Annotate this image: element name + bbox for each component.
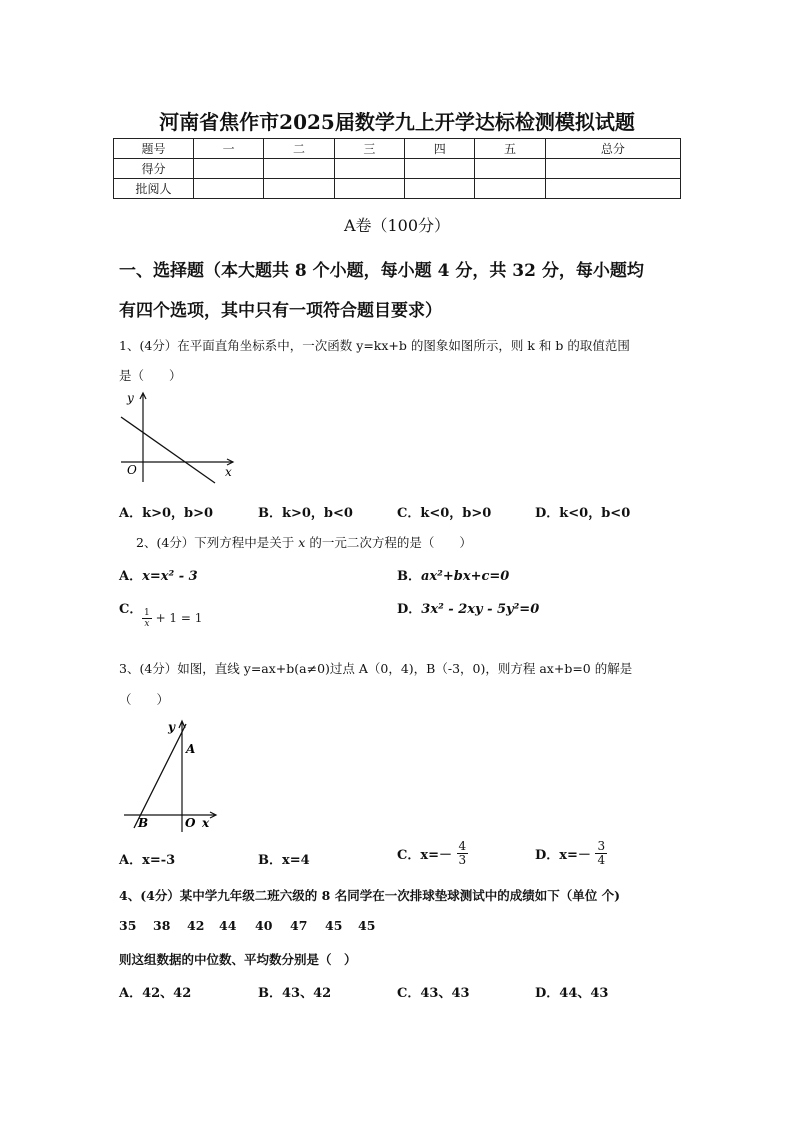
score-cell[interactable]: [194, 159, 264, 179]
q2-option-b-label: B．: [397, 569, 421, 584]
q3-option-d-denominator: 4: [597, 853, 606, 867]
q4-stem-line1: 4、(4分）某中学九年级二班六级的 8 名同学在一次排球垫球测试中的成绩如下（单位 个): [119, 888, 620, 903]
q1-option-c[interactable]: C．k<0，b>0: [397, 506, 492, 521]
q3-option-c-numerator: 4: [458, 839, 467, 853]
q4-score: 38: [153, 918, 171, 933]
q2-option-c-fraction: [142, 608, 152, 629]
q2-stem: [136, 533, 472, 551]
score-header-cell: 四: [405, 139, 475, 159]
score-cell[interactable]: [264, 179, 334, 199]
q3-option-a[interactable]: A．x=-3: [119, 853, 176, 868]
score-cell[interactable]: [475, 179, 545, 199]
q4-score: 35: [119, 918, 137, 933]
page-title: 河南省焦作市2025届数学九上开学达标检测模拟试题: [159, 110, 635, 134]
q3-function-line: [134, 724, 186, 828]
score-cell[interactable]: [545, 159, 680, 179]
q3-option-c[interactable]: [397, 840, 468, 867]
q2-stem-pre: 2、(4分）下列方程中是关于: [136, 535, 295, 550]
q4-option-c[interactable]: C．43、43: [397, 986, 470, 1001]
q2-option-d[interactable]: [397, 598, 539, 617]
score-row-label: 得分: [114, 159, 194, 179]
q3-stem-line1: 3、(4分）如图，直线 y=ax+b(a≠0)过点 A（0，4)，B（-3，0)，则方程 ax+b=0 的解是: [119, 661, 633, 676]
score-row: [114, 179, 681, 199]
q3-point-b-label: B: [138, 816, 149, 830]
q3-option-d[interactable]: [535, 840, 607, 867]
score-table-header: [114, 139, 681, 159]
score-cell[interactable]: [545, 179, 680, 199]
section-heading-line1: 一、选择题（本大题共 8 个小题，每小题 4 分，共 32 分，每小题均: [119, 261, 644, 281]
score-header-cell: 总分: [545, 139, 680, 159]
score-header-cell: 题号: [114, 139, 194, 159]
q3-y-label: y: [168, 720, 175, 734]
q2-stem-post: 的一元二次方程的是（ ）: [309, 535, 472, 550]
q4-score: 40: [255, 918, 273, 933]
q4-option-b[interactable]: B．43、42: [258, 986, 332, 1001]
score-row: [114, 159, 681, 179]
q3-option-c-fraction: [457, 840, 469, 867]
score-cell[interactable]: [334, 159, 404, 179]
q3-point-a-label: A: [186, 742, 196, 756]
score-header-cell: 五: [475, 139, 545, 159]
q2-option-a[interactable]: [119, 565, 198, 584]
q2-option-c-rest: + 1 = 1: [155, 611, 203, 625]
q1-origin-label: O: [127, 463, 137, 477]
q1-y-label: y: [127, 391, 134, 405]
score-cell[interactable]: [405, 179, 475, 199]
score-header-cell: 一: [194, 139, 264, 159]
q3-option-d-numerator: 3: [597, 839, 606, 853]
q4-option-d[interactable]: D．44、43: [535, 986, 609, 1001]
q1-option-d[interactable]: D．k<0，b<0: [535, 506, 631, 521]
q3-origin-label: O: [185, 816, 196, 830]
q4-score: 44: [219, 918, 237, 933]
q3-option-c-label: C．x=－: [397, 848, 452, 863]
q2-option-d-label: D．: [397, 602, 422, 617]
q4-scores: [119, 918, 375, 933]
q3-option-d-label: D．x=－: [535, 848, 591, 863]
q1-stem-line2: 是（ ）: [119, 368, 182, 383]
paper-label: A卷（100分）: [343, 216, 451, 235]
score-cell[interactable]: [264, 159, 334, 179]
score-cell[interactable]: [194, 179, 264, 199]
q4-score: 45: [358, 918, 376, 933]
q2-option-d-expr: 3x² - 2xy - 5y²=0: [421, 602, 540, 617]
score-header-cell: 二: [264, 139, 334, 159]
section-heading-line2: 有四个选项，其中只有一项符合题目要求）: [119, 301, 442, 321]
q2-option-c-denominator: x: [144, 619, 150, 629]
q3-stem-line2: （ ）: [119, 692, 170, 707]
q1-option-a[interactable]: A．k>0，b>0: [119, 506, 214, 521]
q3-option-b[interactable]: B．x=4: [258, 853, 310, 868]
q4-score: 47: [290, 918, 308, 933]
score-table: [113, 138, 681, 199]
q3-graph: [120, 716, 220, 836]
score-cell[interactable]: [405, 159, 475, 179]
q1-stem-line1: 1、(4分）在平面直角坐标系中，一次函数 y=kx+b 的图象如图所示，则 k 和 b 的取值范围: [119, 338, 630, 353]
q2-option-a-label: A．: [119, 569, 143, 584]
q3-option-c-denominator: 3: [458, 853, 467, 867]
q1-x-label: x: [225, 465, 232, 479]
q3-x-label: x: [202, 816, 210, 830]
score-cell[interactable]: [475, 159, 545, 179]
q2-option-c-numerator: 1: [144, 608, 150, 618]
q2-option-b-expr: ax²+bx+c=0: [421, 569, 510, 584]
q2-option-b[interactable]: [397, 565, 509, 584]
q2-option-c-expr[interactable]: [142, 608, 202, 629]
q4-score: 42: [187, 918, 205, 933]
q1-graph: [115, 390, 240, 485]
q4-option-a[interactable]: A．42、42: [119, 986, 192, 1001]
q3-option-d-fraction: [595, 840, 607, 867]
score-cell[interactable]: [334, 179, 404, 199]
q4-score: 45: [325, 918, 343, 933]
score-header-cell: 三: [334, 139, 404, 159]
q2-option-c-label[interactable]: C．: [119, 602, 143, 617]
q4-stem-line3: 则这组数据的中位数、平均数分别是（ ）: [119, 952, 357, 967]
q2-option-a-expr: x=x² - 3: [142, 569, 198, 584]
score-row-label: 批阅人: [114, 179, 194, 199]
q1-option-b[interactable]: B．k>0，b<0: [258, 506, 353, 521]
q2-stem-var: x: [298, 535, 306, 550]
